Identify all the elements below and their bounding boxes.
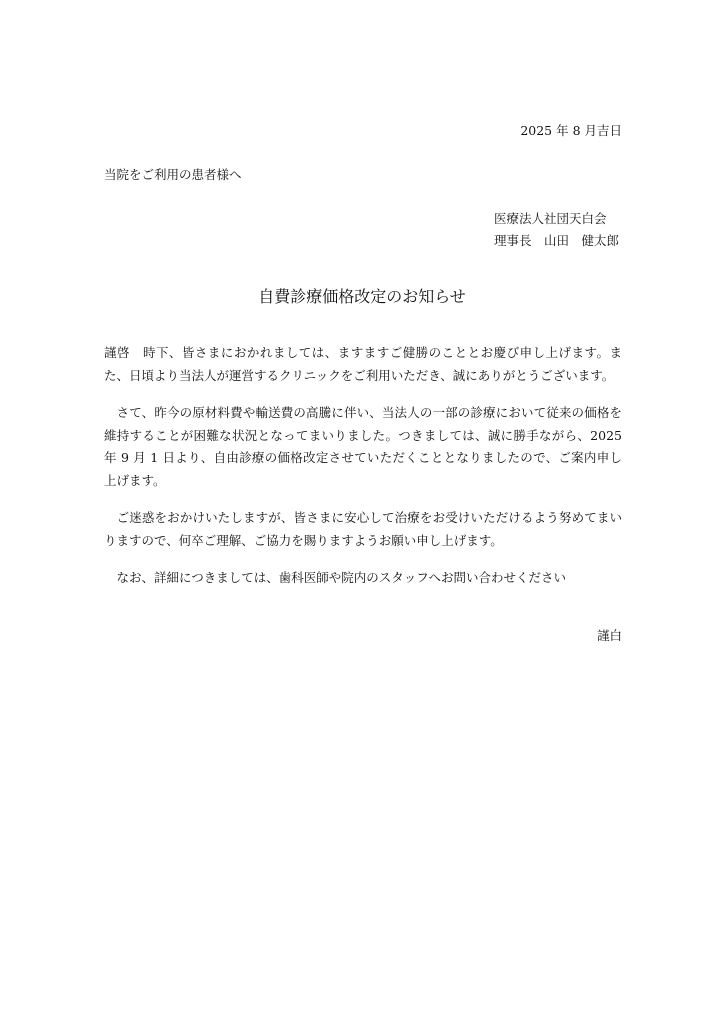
body-paragraph-inquiry: なお、詳細につきましては、歯科医師や院内のスタッフへお問い合わせください bbox=[104, 570, 567, 585]
body-paragraph-greeting: 謹啓 時下、皆さまにおかれましては、ますますご健勝のこととお慶び申し上げます。また、日頃より当法人が運営するクリニックをご利用いただき、誠にありがとうございます。 bbox=[104, 345, 622, 383]
body-paragraph-request: ご迷惑をおかけいたしますが、皆さまに安心して治療をお受けいただけるよう努めてまいりますので、何卒ご理解、ご協力を賜りますようお願い申し上げます。 bbox=[104, 510, 622, 548]
addressee: 当院をご利用の患者様へ bbox=[104, 167, 242, 182]
letter-date: 2025 年 8 月吉日 bbox=[520, 123, 622, 138]
closing-word: 謹白 bbox=[596, 628, 622, 643]
sender-name: 理事長 山田 健太郎 bbox=[494, 233, 620, 248]
sender-block bbox=[494, 208, 619, 252]
sender-organization: 医療法人社団天白会 bbox=[494, 211, 607, 226]
body-paragraph-announcement: さて、昨今の原材料費や輸送費の高騰に伴い、当法人の一部の診療において従来の価格を維持することが困難な状況となってまいりました。つきましては、誠に勝手ながら、2025 年 9 月 1 日より、自由診療の価格改定させていただくこととなりましたので、ご案内申し上げます。 bbox=[104, 405, 622, 488]
letter-body bbox=[104, 342, 622, 605]
document-title: 自費診療価格改定のお知らせ bbox=[258, 287, 466, 306]
